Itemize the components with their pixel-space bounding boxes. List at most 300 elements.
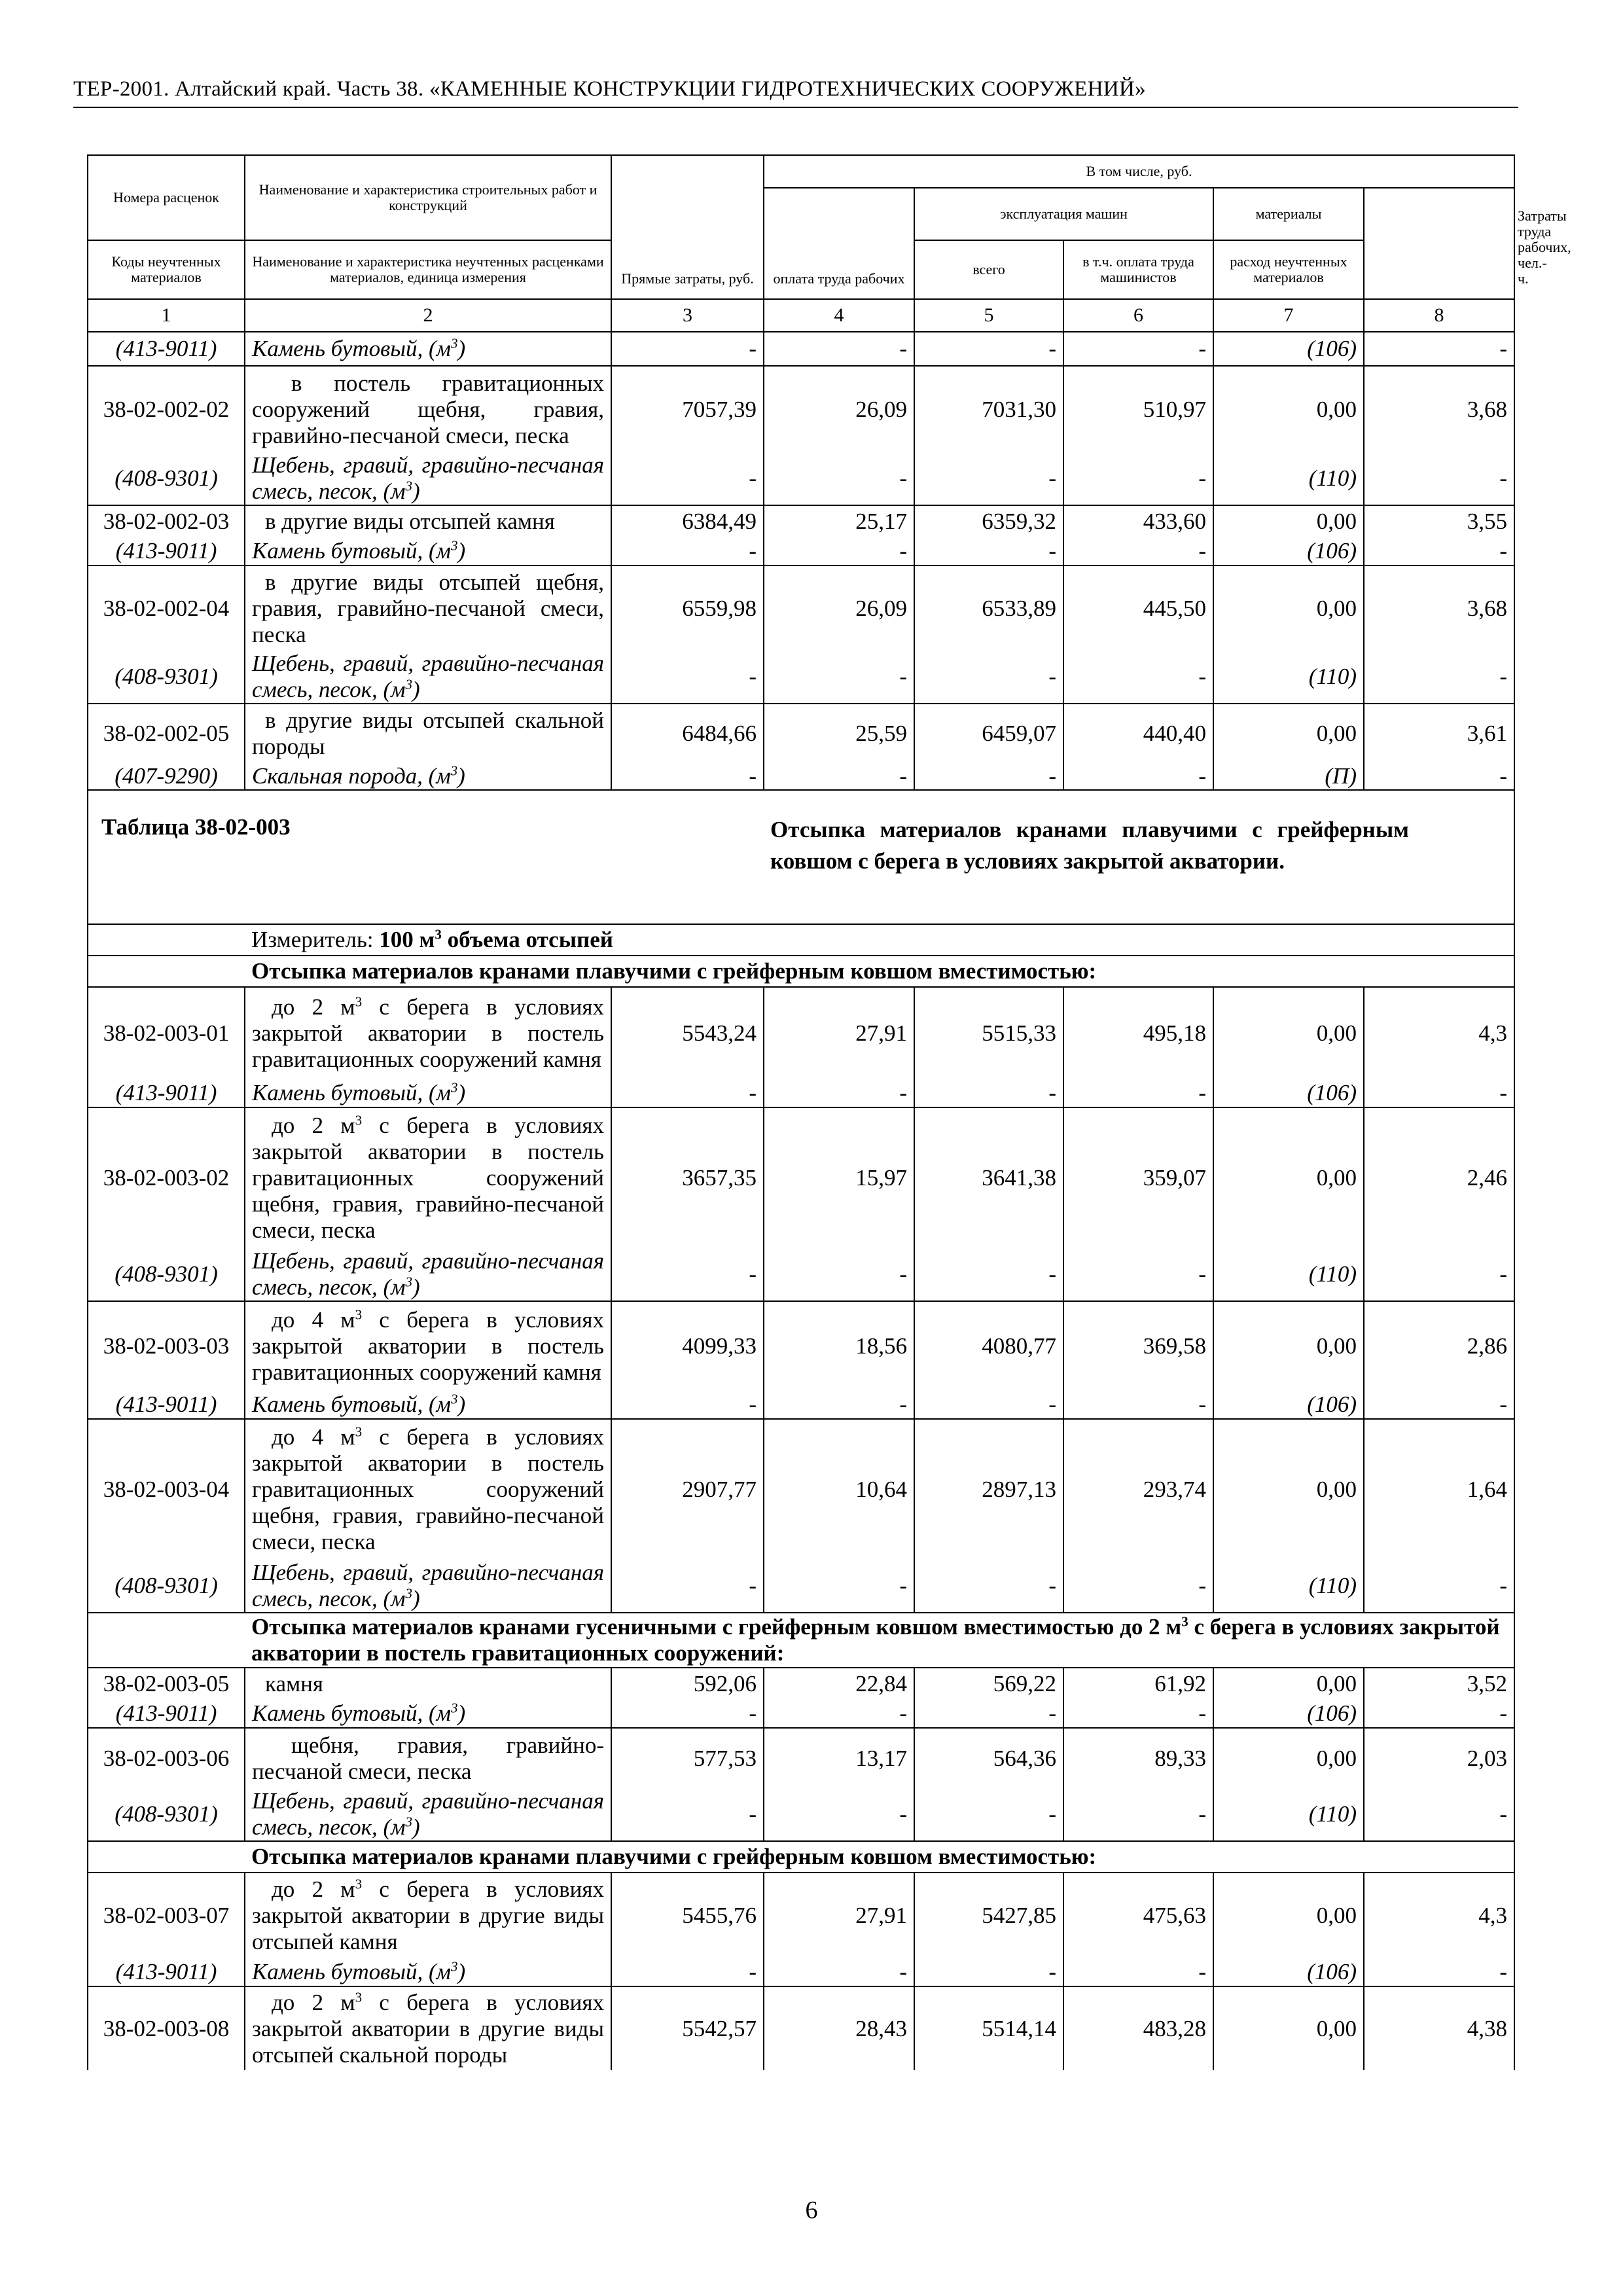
table-cell: 15,97: [764, 1107, 914, 1248]
table-cell: -: [611, 1788, 764, 1841]
table-cell: -: [914, 1788, 1063, 1841]
table-cell: -: [1063, 1560, 1213, 1613]
superscript: 3: [355, 1875, 363, 1892]
table-cell: -: [914, 1699, 1063, 1728]
table-cell: [245, 537, 611, 565]
rate-row: [88, 565, 1514, 651]
table-cell: 3657,35: [611, 1107, 764, 1248]
table-cell: -: [1364, 537, 1514, 565]
meter-row: [88, 924, 1514, 956]
table-cell: -: [1063, 332, 1213, 366]
table-cell: 495,18: [1063, 987, 1213, 1079]
table-cell: 25,59: [764, 704, 914, 762]
table-cell: -: [1364, 762, 1514, 790]
table-cell: 26,09: [764, 366, 914, 452]
table-cell: [245, 1873, 611, 1958]
table-cell: [245, 1107, 611, 1248]
superscript: 3: [451, 1958, 458, 1974]
table-cell: 564,36: [914, 1728, 1063, 1788]
superscript: 3: [355, 1112, 363, 1128]
table-cell: -: [1364, 1699, 1514, 1728]
table-cell: 445,50: [1063, 565, 1213, 651]
material-row: [88, 651, 1514, 704]
table-cell: 483,28: [1063, 1986, 1213, 2070]
superscript: 3: [451, 1390, 458, 1407]
text-span: до 4 м: [272, 1306, 355, 1333]
table-cell: 7057,39: [611, 366, 764, 452]
table-cell: 6: [1063, 299, 1213, 332]
table-cell: 433,60: [1063, 505, 1213, 537]
table-cell: 13,17: [764, 1728, 914, 1788]
table-cell: -: [1063, 1788, 1213, 1841]
table-cell: 6359,32: [914, 505, 1063, 537]
table-cell: [245, 1699, 611, 1728]
table-cell: 359,07: [1063, 1107, 1213, 1248]
table-cell: [245, 1613, 1514, 1668]
table-cell: в другие виды отсыпей скальной породы: [245, 704, 611, 762]
table-cell: -: [914, 1958, 1063, 1986]
table-cell: (413-9011): [88, 1079, 245, 1107]
superscript: 3: [405, 676, 413, 692]
table-cell: 5515,33: [914, 987, 1063, 1079]
table-cell: (110): [1213, 1248, 1364, 1301]
table-cell: 3: [611, 299, 764, 332]
text-span: Щебень, гравий, гравийно-песчаная смесь, песок, (м: [252, 1560, 604, 1611]
superscript: 3: [435, 926, 442, 942]
table-cell: -: [1364, 1958, 1514, 1986]
table-title-row: [88, 790, 1514, 924]
table-cell: 10,64: [764, 1419, 914, 1560]
table-cell: (408-9301): [88, 651, 245, 704]
rate-row: [88, 1986, 1514, 2070]
table-cell: -: [1063, 1248, 1213, 1301]
material-row: [88, 537, 1514, 565]
table-cell: [245, 1248, 611, 1301]
table-cell: 38-02-002-05: [88, 704, 245, 762]
superscript: 3: [405, 478, 413, 494]
table-cell: -: [1063, 1958, 1213, 1986]
table-cell: 369,58: [1063, 1301, 1213, 1390]
rate-row: [88, 1301, 1514, 1390]
table-cell: (106): [1213, 1699, 1364, 1728]
table-cell: (413-9011): [88, 1699, 245, 1728]
text-span: Камень бутовый, (м: [252, 1700, 451, 1726]
material-row: [88, 1560, 1514, 1613]
running-header: ТЕР-2001. Алтайский край. Часть 38. «КАМЕННЫЕ КОНСТРУКЦИИ ГИДРОТЕХНИЧЕСКИХ СООРУЖЕНИЙ»: [73, 77, 1518, 108]
table-cell: -: [611, 1248, 764, 1301]
text-span: Щебень, гравий, гравийно-песчаная смесь, песок, (м: [252, 1248, 604, 1300]
table-cell: -: [914, 1079, 1063, 1107]
table-cell: 2: [245, 299, 611, 332]
table-cell: 0,00: [1213, 1668, 1364, 1699]
text-span: ): [457, 1958, 466, 1984]
table-cell: [88, 956, 245, 987]
table-cell: (413-9011): [88, 332, 245, 366]
table-cell: (408-9301): [88, 452, 245, 505]
text-span: ): [457, 1700, 466, 1726]
table-cell: -: [764, 762, 914, 790]
table-cell: 5542,57: [611, 1986, 764, 2070]
table-cell: 6559,98: [611, 565, 764, 651]
table-cell: (110): [1213, 452, 1364, 505]
section-header: [88, 1613, 1514, 1668]
superscript: 3: [450, 762, 458, 778]
meter-text: [245, 924, 1514, 956]
table-cell: -: [1364, 1248, 1514, 1301]
text-span: с берега в условиях закрытой акватории в постель гравитационных сооружений щебня, гравия, гравийно-песчаной смеси, песка: [252, 1113, 604, 1243]
table-cell: 38-02-002-02: [88, 366, 245, 452]
table-cell: 3641,38: [914, 1107, 1063, 1248]
table-cell: 440,40: [1063, 704, 1213, 762]
text-span: с берега в условиях закрытой акватории в постель гравитационных сооружений:: [251, 1614, 1500, 1666]
table-cell: 0,00: [1213, 366, 1364, 452]
table-cell: 5514,14: [914, 1986, 1063, 2070]
table-cell: (110): [1213, 651, 1364, 704]
table-cell: 577,53: [611, 1728, 764, 1788]
text-span: с берега в условиях закрытой акватории в другие виды отсыпей скальной породы: [252, 1989, 604, 2068]
table-cell: 2907,77: [611, 1419, 764, 1560]
table-cell: -: [764, 1699, 914, 1728]
table-cell: 7: [1213, 299, 1364, 332]
superscript: 3: [451, 537, 458, 553]
table-cell: 5455,76: [611, 1873, 764, 1958]
section-header: [88, 1841, 1514, 1873]
table-cell: 61,92: [1063, 1668, 1213, 1699]
table-cell: -: [611, 1699, 764, 1728]
superscript: 3: [405, 1585, 413, 1602]
text-span: до 2 м: [272, 994, 355, 1020]
table-cell: -: [914, 762, 1063, 790]
table-cell: -: [611, 332, 764, 366]
table-cell: (110): [1213, 1788, 1364, 1841]
text-span: ): [457, 336, 466, 361]
table-cell: 2897,13: [914, 1419, 1063, 1560]
table-cell: -: [764, 1788, 914, 1841]
text-span: Камень бутовый, (м: [252, 336, 451, 361]
material-row: [88, 452, 1514, 505]
col-work-name: Наименование и характеристика строительных работ и конструкций: [245, 155, 611, 240]
table-cell: -: [611, 537, 764, 565]
rates-table: [87, 154, 1571, 2070]
table-cell: 2,86: [1364, 1301, 1514, 1390]
header-row-1: Номера расценок Наименование и характеристика строительных работ и конструкций Прямые затраты, руб. В том числе, руб. Затраты труда рабочих, чел.-ч.: [88, 155, 1514, 188]
table-cell: щебня, гравия, гравийно-песчаной смеси, песка: [245, 1728, 611, 1788]
col-mat-name: Наименование и характеристика неучтенных расценками материалов, единица измерения: [245, 240, 611, 299]
table-cell: -: [1063, 651, 1213, 704]
table-cell: 0,00: [1213, 987, 1364, 1079]
table-cell: (413-9011): [88, 1958, 245, 1986]
table-cell: -: [611, 452, 764, 505]
table-cell: -: [1364, 651, 1514, 704]
table-cell: 4,38: [1364, 1986, 1514, 2070]
table-cell: камня: [245, 1668, 611, 1699]
table-cell: -: [1063, 762, 1213, 790]
text-span: Скальная порода, (м: [252, 762, 451, 789]
table-cell: 2,03: [1364, 1728, 1514, 1788]
table-cell: 3,55: [1364, 505, 1514, 537]
material-row: [88, 1079, 1514, 1107]
table-cell: (413-9011): [88, 1390, 245, 1419]
text-span: Щебень, гравий, гравийно-песчаная смесь, песок, (м: [252, 1788, 604, 1840]
table-cell: 1,64: [1364, 1419, 1514, 1560]
material-row: [88, 332, 1514, 366]
table-cell: [245, 651, 611, 704]
table-cell: -: [914, 452, 1063, 505]
table-cell: (110): [1213, 1560, 1364, 1613]
rate-row: [88, 1668, 1514, 1699]
table-cell: -: [611, 651, 764, 704]
table-cell: 38-02-002-03: [88, 505, 245, 537]
table-cell: 38-02-003-05: [88, 1668, 245, 1699]
table-cell: в другие виды отсыпей камня: [245, 505, 611, 537]
table-cell: [245, 1079, 611, 1107]
col-machine-total: всего: [914, 240, 1063, 299]
table-cell: 0,00: [1213, 1107, 1364, 1248]
table-cell: 1: [88, 299, 245, 332]
table-cell: 5: [914, 299, 1063, 332]
rate-row: [88, 1107, 1514, 1248]
text-span: ): [457, 1079, 466, 1105]
table-cell: 38-02-002-04: [88, 565, 245, 651]
table-cell: [245, 1788, 611, 1841]
table-cell: -: [764, 1248, 914, 1301]
table-cell: 6533,89: [914, 565, 1063, 651]
rate-row: [88, 366, 1514, 452]
col-worker-pay: оплата труда рабочих: [764, 188, 914, 299]
text-span: ): [412, 1274, 420, 1300]
table-cell: 38-02-003-02: [88, 1107, 245, 1248]
table-cell: [245, 762, 611, 790]
table-cell: -: [914, 1560, 1063, 1613]
table-cell: 25,17: [764, 505, 914, 537]
table-cell: -: [914, 332, 1063, 366]
column-number-row: [88, 299, 1514, 332]
page-number: 6: [805, 2197, 818, 2224]
text-span: Камень бутовый, (м: [252, 537, 451, 564]
table-cell: 6484,66: [611, 704, 764, 762]
superscript: 3: [405, 1814, 413, 1830]
text-span: с берега в условиях закрытой акватории в постель гравитационных сооружений камня: [252, 994, 604, 1072]
superscript: 3: [355, 1424, 363, 1440]
material-row: [88, 1958, 1514, 1986]
table-cell: 2,46: [1364, 1107, 1514, 1248]
table-cell: -: [764, 651, 914, 704]
table-cell: 38-02-003-03: [88, 1301, 245, 1390]
text-span: ): [412, 1586, 420, 1611]
table-cell: (106): [1213, 332, 1364, 366]
table-cell: 3,68: [1364, 366, 1514, 452]
table-cell: 3,61: [1364, 704, 1514, 762]
table-cell: -: [764, 537, 914, 565]
table-cell: 0,00: [1213, 1419, 1364, 1560]
table-cell: -: [611, 1560, 764, 1613]
table-cell: 18,56: [764, 1301, 914, 1390]
table-cell: 6384,49: [611, 505, 764, 537]
text-span: ): [457, 537, 466, 564]
text-span: ): [412, 478, 420, 504]
rate-row: [88, 704, 1514, 762]
superscript: 3: [405, 1274, 413, 1290]
text-span: Измеритель:: [251, 927, 380, 952]
table-cell: 38-02-003-01: [88, 987, 245, 1079]
rate-row: [88, 1419, 1514, 1560]
table-cell: [245, 1301, 611, 1390]
table-cell: -: [764, 1560, 914, 1613]
table-cell: [245, 1419, 611, 1560]
table-cell: 27,91: [764, 1873, 914, 1958]
table-cell: -: [1364, 332, 1514, 366]
text-span: ): [457, 762, 465, 789]
col-mat-codes: Коды неучтенных материалов: [88, 240, 245, 299]
superscript: 3: [451, 1699, 458, 1715]
table-cell: 293,74: [1063, 1419, 1213, 1560]
table-cell: 89,33: [1063, 1728, 1213, 1788]
superscript: 3: [451, 1079, 458, 1095]
table-cell: [245, 1986, 611, 2070]
table-cell: 0,00: [1213, 505, 1364, 537]
col-machine-operation: эксплуатация машин: [914, 188, 1213, 240]
col-including-rub: В том числе, руб.: [764, 155, 1514, 188]
table-cell: 569,22: [914, 1668, 1063, 1699]
text-span: до 4 м: [272, 1424, 355, 1450]
table-cell: (408-9301): [88, 1560, 245, 1613]
table-cell: в постель гравитационных сооружений щебня, гравия, гравийно-песчаной смеси, песка: [245, 366, 611, 452]
material-row: [88, 762, 1514, 790]
text-span: Камень бутовый, (м: [252, 1391, 451, 1417]
table-cell: 4099,33: [611, 1301, 764, 1390]
text-span: объема отсыпей: [441, 927, 613, 952]
table-cell: -: [1063, 1079, 1213, 1107]
text-span: Отсыпка материалов кранами гусеничными с грейферным ковшом вместимостью до 2 м: [251, 1614, 1182, 1640]
table-cell: 8: [1364, 299, 1514, 332]
text-span: до 2 м: [272, 1876, 355, 1902]
superscript: 3: [1181, 1613, 1188, 1630]
text-span: с берега в условиях закрытой акватории в другие виды отсыпей камня: [252, 1876, 604, 1954]
table-cell: -: [914, 537, 1063, 565]
table-cell: [245, 987, 611, 1079]
table-cell: [245, 332, 611, 366]
table-cell: [245, 1958, 611, 1986]
table-cell: -: [1364, 1788, 1514, 1841]
table-cell: 5427,85: [914, 1873, 1063, 1958]
table-cell: 0,00: [1213, 704, 1364, 762]
superscript: 3: [355, 993, 363, 1009]
table-cell: (П): [1213, 762, 1364, 790]
text-span: до 2 м: [272, 1113, 355, 1138]
table-cell: (408-9301): [88, 1248, 245, 1301]
table-cell: (106): [1213, 1079, 1364, 1107]
table-cell: -: [1063, 452, 1213, 505]
material-row: [88, 1390, 1514, 1419]
superscript: 3: [451, 335, 458, 351]
table-cell: -: [764, 332, 914, 366]
text-span: ): [412, 677, 420, 702]
table-cell: 3,68: [1364, 565, 1514, 651]
table-cell: (106): [1213, 537, 1364, 565]
table-cell: 0,00: [1213, 1986, 1364, 2070]
rate-row: [88, 1873, 1514, 1958]
col-machinist-pay: в т.ч. оплата труда машинистов: [1063, 240, 1213, 299]
section-header: [88, 956, 1514, 987]
text-span: ): [412, 1814, 420, 1840]
table-cell: -: [914, 1390, 1063, 1419]
table-cell: 4080,77: [914, 1301, 1063, 1390]
table-cell: 27,91: [764, 987, 914, 1079]
table-cell: -: [611, 762, 764, 790]
table-cell: -: [611, 1958, 764, 1986]
table-cell: 6459,07: [914, 704, 1063, 762]
table-cell: -: [764, 452, 914, 505]
table-cell: 22,84: [764, 1668, 914, 1699]
text-span: Камень бутовый, (м: [252, 1079, 451, 1105]
text-span: Щебень, гравий, гравийно-песчаная смесь, песок, (м: [252, 651, 604, 702]
table-cell: 0,00: [1213, 1873, 1364, 1958]
col-materials: материалы: [1213, 188, 1364, 240]
table-cell: -: [764, 1390, 914, 1419]
table-cell: 38-02-003-08: [88, 1986, 245, 2070]
table-cell: (408-9301): [88, 1788, 245, 1841]
material-row: [88, 1788, 1514, 1841]
table-cell: (413-9011): [88, 537, 245, 565]
text-span: Камень бутовый, (м: [252, 1958, 451, 1984]
table-cell: Отсыпка материалов кранами плавучими с грейферным ковшом вместимостью:: [245, 1841, 1514, 1873]
text-span: с берега в условиях закрытой акватории в постель гравитационных сооружений камня: [252, 1306, 604, 1385]
table-cell: (106): [1213, 1958, 1364, 1986]
rate-row: [88, 505, 1514, 537]
table-cell: -: [914, 651, 1063, 704]
table-cell: 0,00: [1213, 1728, 1364, 1788]
rate-row: [88, 1728, 1514, 1788]
table-cell: 592,06: [611, 1668, 764, 1699]
text-span: 100 м: [379, 927, 435, 952]
table-cell: 3,52: [1364, 1668, 1514, 1699]
table-cell: [88, 924, 245, 956]
table-cell: 28,43: [764, 1986, 914, 2070]
table-cell: 5543,24: [611, 987, 764, 1079]
table-cell: 26,09: [764, 565, 914, 651]
table-title: Отсыпка материалов кранами плавучими с грейферным ковшом с берега в условиях закрытой акватории.: [764, 790, 1514, 924]
table-cell: -: [1063, 1699, 1213, 1728]
table-cell: 4,3: [1364, 987, 1514, 1079]
table-cell: -: [611, 1079, 764, 1107]
table-cell: -: [1364, 1560, 1514, 1613]
table-cell: -: [914, 1248, 1063, 1301]
table-cell: в другие виды отсыпей щебня, гравия, гравийно-песчаной смеси, песка: [245, 565, 611, 651]
table-cell: 7031,30: [914, 366, 1063, 452]
material-row: [88, 1699, 1514, 1728]
col-unaccounted-mat: расход неучтенных материалов: [1213, 240, 1364, 299]
table-cell: [245, 1390, 611, 1419]
table-cell: 38-02-003-04: [88, 1419, 245, 1560]
text-span: до 2 м: [272, 1989, 355, 2015]
text-span: с берега в условиях закрытой акватории в постель гравитационных сооружений щебня, гравия, гравийно-песчаной смеси, песка: [252, 1424, 604, 1554]
text-span: Щебень, гравий, гравийно-песчаная смесь, песок, (м: [252, 452, 604, 504]
text-span: ): [457, 1391, 466, 1417]
table-cell: -: [1364, 1079, 1514, 1107]
table-cell: [88, 1613, 245, 1668]
table-cell: 4: [764, 299, 914, 332]
col-direct-costs: Прямые затраты, руб.: [611, 155, 764, 299]
table-cell: 475,63: [1063, 1873, 1213, 1958]
table-cell: -: [1063, 537, 1213, 565]
material-row: [88, 1248, 1514, 1301]
col-rate-numbers: Номера расценок: [88, 155, 245, 240]
table-label: Таблица 38-02-003: [88, 790, 764, 924]
table-cell: (407-9290): [88, 762, 245, 790]
superscript: 3: [355, 1988, 363, 2005]
table-cell: [245, 1560, 611, 1613]
table-cell: -: [1364, 452, 1514, 505]
